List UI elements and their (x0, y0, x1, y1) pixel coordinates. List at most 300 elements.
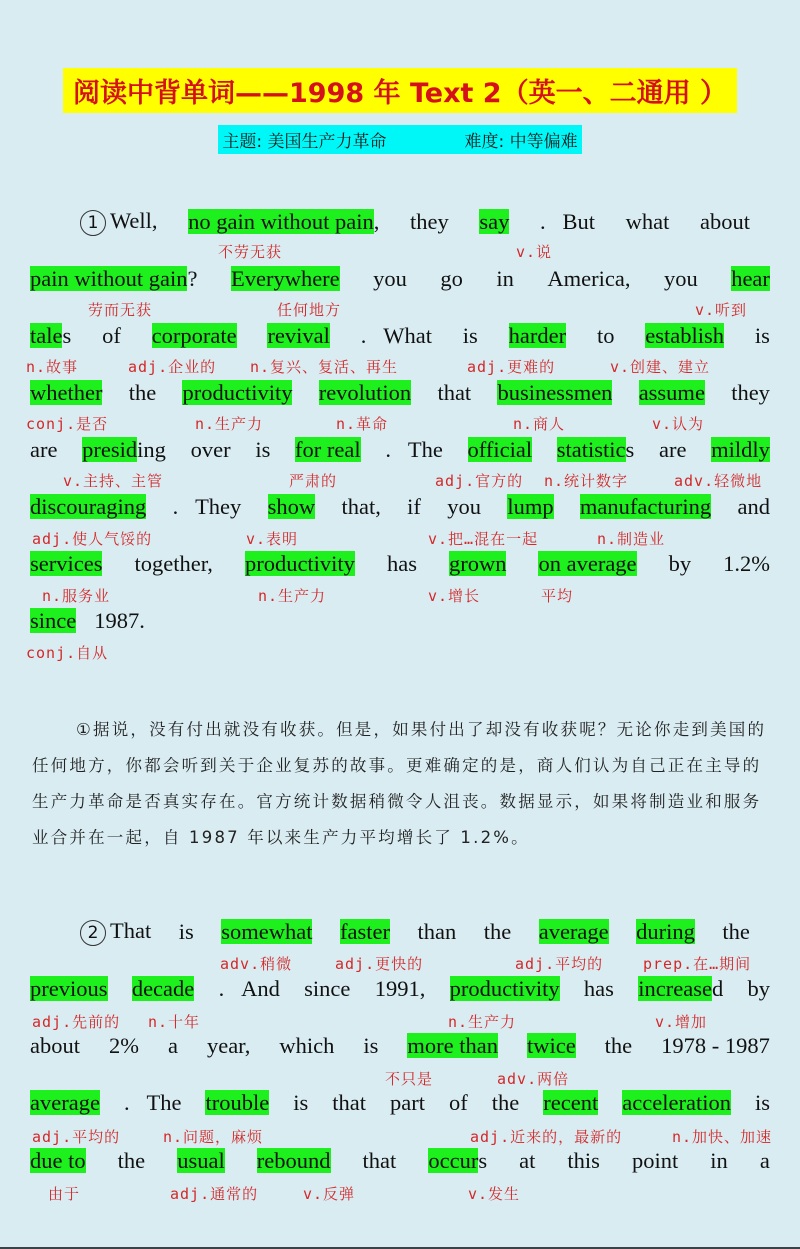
vocab-annotation: n.故事 (26, 358, 79, 376)
word (221, 919, 312, 945)
word (527, 1033, 576, 1059)
word (584, 976, 614, 1002)
circled-number-icon: 1 (80, 210, 106, 236)
difficulty-label: 难度: 中等偏难 (464, 132, 578, 152)
vocab-annotation: adv.两倍 (497, 1070, 570, 1088)
vocab-annotation: v.创建、建立 (610, 358, 711, 376)
vocab-annotation: 任何地方 (277, 301, 342, 319)
word (168, 1033, 178, 1059)
vocab-annotation: n.问题，麻烦 (163, 1128, 264, 1146)
word (245, 551, 355, 577)
word (748, 976, 771, 1002)
vocab-annotation: adj.官方的 (435, 472, 524, 490)
plain-text: ing (137, 437, 166, 462)
vocab-annotation: n.商人 (513, 415, 566, 433)
word (361, 323, 432, 349)
word (447, 494, 481, 520)
topic-label: 主题: 美国生产力革命 (222, 132, 387, 152)
word (304, 976, 350, 1002)
plain-text: to (596, 323, 615, 348)
text-line (30, 606, 770, 636)
plain-text: go (440, 266, 463, 291)
plain-text: the (491, 1090, 520, 1115)
plain-text: are (30, 437, 58, 462)
highlighted-vocab: productivity (449, 976, 560, 1001)
word (177, 1148, 225, 1174)
word (129, 380, 157, 406)
highlighted-vocab: recent (543, 1090, 599, 1115)
text-line (30, 378, 770, 408)
word (639, 380, 705, 406)
word (711, 437, 770, 463)
plain-text: has (386, 551, 417, 576)
word (540, 209, 595, 235)
vocab-annotation: v.主持、主管 (63, 472, 164, 490)
word (664, 266, 698, 292)
word (737, 494, 770, 520)
vocab-annotation: v.增长 (428, 587, 481, 605)
highlighted-vocab: tale (30, 323, 63, 348)
word (30, 494, 146, 520)
highlighted-vocab: decade (131, 976, 195, 1001)
plain-text: ? (187, 266, 198, 291)
word (179, 919, 194, 945)
word (449, 551, 507, 577)
plain-text: . And (218, 976, 280, 1001)
plain-text: by (747, 976, 770, 1001)
plain-text: is (293, 1090, 309, 1115)
plain-text: part (390, 1090, 425, 1115)
vocab-annotation: adj.更难的 (467, 358, 556, 376)
plain-text: 1987. (94, 608, 145, 633)
vocab-annotation: adj.平均的 (515, 955, 604, 973)
word (417, 919, 456, 945)
highlighted-vocab: acceleration (622, 1090, 731, 1115)
word (407, 494, 421, 520)
word (94, 608, 145, 634)
highlighted-vocab: revival (267, 323, 330, 348)
word (109, 1033, 139, 1059)
word (207, 1033, 250, 1059)
word (669, 551, 692, 577)
text-line (30, 321, 770, 351)
text-line (80, 207, 750, 237)
vocab-annotation: 由于 (48, 1185, 81, 1203)
text-line (30, 549, 770, 579)
plain-text: has (583, 976, 614, 1001)
vocab-annotation: n.制造业 (597, 530, 666, 548)
word (636, 919, 695, 945)
plain-text: is (462, 323, 478, 348)
word (700, 209, 750, 235)
highlighted-vocab: mildly (711, 437, 770, 462)
vocab-annotation: prep.在…期间 (643, 955, 752, 973)
plain-text: about (699, 209, 750, 234)
word (519, 1148, 535, 1174)
highlighted-vocab: harder (508, 323, 567, 348)
highlighted-vocab: establish (645, 323, 725, 348)
highlighted-vocab: average (538, 919, 609, 944)
vocab-annotation: adj.先前的 (32, 1013, 121, 1031)
plain-text: you (447, 494, 481, 519)
plain-text: , (373, 209, 380, 234)
word (30, 1033, 80, 1059)
vocab-annotation: v.听到 (695, 301, 748, 319)
highlighted-vocab: discouraging (30, 494, 147, 519)
highlighted-vocab: occur (428, 1148, 479, 1173)
vocab-annotation: n.复兴、复活、再生 (250, 358, 399, 376)
word (557, 437, 635, 463)
word (496, 266, 514, 292)
highlighted-vocab: official (467, 437, 533, 462)
plain-text: the (483, 919, 512, 944)
text-line (30, 492, 770, 522)
word (373, 266, 407, 292)
plain-text: . But (539, 209, 595, 234)
vocab-annotation: adj.企业的 (128, 358, 217, 376)
vocab-annotation: conj.是否 (26, 415, 109, 433)
vocab-annotation: n.加快、加速 (672, 1128, 773, 1146)
vocab-annotation: adj.平均的 (32, 1128, 121, 1146)
word (484, 919, 512, 945)
plain-text: this (567, 1148, 600, 1173)
plain-text: than (417, 919, 457, 944)
vocab-annotation: adj.更快的 (335, 955, 424, 973)
vocab-annotation: v.说 (516, 243, 553, 261)
word (267, 323, 329, 349)
vocab-annotation: 严肃的 (289, 472, 338, 490)
plain-text: s (478, 1148, 488, 1173)
word (659, 437, 686, 463)
highlighted-vocab: no gain without pain (188, 209, 374, 234)
circled-number-icon: 2 (80, 920, 106, 946)
plain-text: d (711, 976, 724, 1001)
word (626, 209, 670, 235)
word (428, 1148, 487, 1174)
plain-text: s (625, 437, 635, 462)
word (30, 266, 197, 292)
highlighted-vocab: revolution (318, 380, 412, 405)
word (30, 323, 71, 349)
plain-text: the (128, 380, 157, 405)
word (410, 209, 449, 235)
word (332, 1090, 366, 1116)
plain-text: of (102, 323, 121, 348)
highlighted-vocab: assume (638, 380, 705, 405)
plain-text: is (363, 1033, 379, 1058)
word (82, 437, 166, 463)
plain-text: they (410, 209, 449, 234)
word (479, 209, 509, 235)
word (30, 976, 108, 1002)
plain-text: that, (341, 494, 381, 519)
word (219, 976, 280, 1002)
highlighted-vocab: on average (538, 551, 637, 576)
plain-text: at (519, 1148, 536, 1173)
word (755, 1090, 770, 1116)
plain-text: . The (385, 437, 443, 462)
meta-banner (218, 125, 581, 154)
vocab-annotation: adv.轻微地 (674, 472, 763, 490)
word (319, 380, 411, 406)
translation-text: ①据说，没有付出就没有收获。但是，如果付出了却没有收获呢？无论你走到美国的任何地方，你都会听到关于企业复苏的故事。更难确定的是，商人们认为自己正在主导的生产力革命是否真实存在。官方统计数据稍微令人沮丧。数据显示，如果将制造业和服务业合并在一起，自 1987 年以来生产力平均增长了 1.2%。 (32, 720, 767, 847)
text-line (30, 974, 770, 1004)
vocab-annotation: n.统计数字 (544, 472, 629, 490)
word (390, 1090, 425, 1116)
vocab-annotation: n.革命 (336, 415, 389, 433)
plain-text: That (110, 918, 152, 944)
text-line (30, 264, 770, 294)
word (279, 1033, 334, 1059)
plain-text: if (407, 494, 421, 519)
plain-text: is (178, 919, 194, 944)
plain-text: in (496, 266, 514, 291)
word (760, 1148, 770, 1174)
plain-text: which (279, 1033, 335, 1058)
plain-text: s (62, 323, 72, 348)
word (661, 1033, 770, 1059)
highlighted-vocab: since (30, 608, 77, 633)
plain-text: a (759, 1148, 770, 1173)
word (30, 437, 57, 463)
plain-text: a (167, 1033, 178, 1058)
plain-text: 2% (108, 1033, 139, 1058)
plain-text: 1991, (374, 976, 426, 1001)
plain-text: you (663, 266, 698, 291)
word (468, 437, 533, 463)
plain-text: 1.2% (723, 551, 770, 576)
plain-text: . They (172, 494, 242, 519)
vocab-annotation: adv.稍微 (220, 955, 293, 973)
word (173, 494, 242, 520)
highlighted-vocab: grown (448, 551, 507, 576)
word (538, 551, 636, 577)
plain-text: over (190, 437, 231, 462)
word (645, 323, 724, 349)
word (543, 1090, 598, 1116)
text-line (80, 917, 750, 947)
highlighted-vocab: somewhat (221, 919, 313, 944)
plain-text: year, (206, 1033, 251, 1058)
word (597, 323, 615, 349)
vocab-annotation: 不劳无获 (218, 243, 283, 261)
plain-text: what (625, 209, 670, 234)
word (407, 1033, 498, 1059)
vocab-annotation: conj.自从 (26, 644, 109, 662)
plain-text: since (304, 976, 351, 1001)
word (622, 1090, 731, 1116)
word (632, 1148, 678, 1174)
word (507, 494, 553, 520)
plain-text: of (449, 1090, 468, 1115)
word (255, 437, 270, 463)
plain-text: America, (547, 266, 631, 291)
word (340, 919, 390, 945)
highlighted-vocab: presid (82, 437, 138, 462)
plain-text: by (668, 551, 692, 576)
plain-text: the (604, 1033, 633, 1058)
highlighted-vocab: rebound (256, 1148, 331, 1173)
vocab-annotation: 平均 (541, 587, 574, 605)
plain-text: that (362, 1148, 397, 1173)
word (440, 266, 463, 292)
paragraph-number (80, 918, 151, 946)
word (30, 1090, 100, 1116)
highlighted-vocab: statistic (556, 437, 626, 462)
highlighted-vocab: say (479, 209, 510, 234)
highlighted-vocab: services (30, 551, 103, 576)
plain-text: together, (134, 551, 213, 576)
word (722, 919, 750, 945)
vocab-annotation: 劳而无获 (88, 301, 153, 319)
word (134, 551, 212, 577)
plain-text: in (710, 1148, 728, 1173)
title-container (0, 68, 800, 113)
word (638, 976, 723, 1002)
plain-text: about (30, 1033, 80, 1058)
word (295, 437, 361, 463)
word (268, 494, 316, 520)
word (509, 323, 566, 349)
word (124, 1090, 181, 1116)
word (580, 494, 711, 520)
plain-text: Well, (110, 208, 158, 234)
word (30, 551, 102, 577)
paragraph-number (80, 208, 158, 236)
word (539, 919, 609, 945)
word (102, 323, 121, 349)
highlighted-vocab: faster (339, 919, 390, 944)
text-line (30, 1088, 770, 1118)
word (723, 551, 770, 577)
word (710, 1148, 728, 1174)
vocab-annotation: v.增加 (655, 1013, 708, 1031)
highlighted-vocab: lump (507, 494, 554, 519)
highlighted-vocab: usual (177, 1148, 225, 1173)
vocab-annotation: v.反弹 (303, 1185, 356, 1203)
word (257, 1148, 331, 1174)
word (375, 976, 426, 1002)
highlighted-vocab: corporate (151, 323, 237, 348)
plain-text: they (731, 380, 770, 405)
word (547, 266, 630, 292)
vocab-annotation: v.把…混在一起 (428, 530, 539, 548)
word (231, 266, 340, 292)
word (341, 494, 380, 520)
word (755, 323, 770, 349)
plain-text: that (332, 1090, 366, 1115)
highlighted-vocab: hear (731, 266, 770, 291)
vocab-annotation: n.生产力 (258, 587, 327, 605)
highlighted-vocab: previous (30, 976, 108, 1001)
word (118, 1148, 146, 1174)
vocab-annotation: n.十年 (148, 1013, 201, 1031)
highlighted-vocab: due to (30, 1148, 86, 1173)
word (191, 437, 231, 463)
highlighted-vocab: businessmen (497, 380, 613, 405)
highlighted-vocab: pain without gain (30, 266, 188, 291)
word (152, 323, 237, 349)
vocab-annotation: n.服务业 (42, 587, 111, 605)
word (363, 1148, 397, 1174)
highlighted-vocab: manufacturing (579, 494, 712, 519)
word (132, 976, 194, 1002)
word (363, 1033, 378, 1059)
plain-text: . The (123, 1090, 182, 1115)
word (731, 380, 770, 406)
word (182, 380, 292, 406)
highlighted-vocab: average (30, 1090, 100, 1115)
vocab-annotation: v.发生 (468, 1185, 521, 1203)
highlighted-vocab: during (636, 919, 695, 944)
highlighted-vocab: show (267, 494, 316, 519)
vocab-annotation: adj.近来的，最新的 (470, 1128, 623, 1146)
word (605, 1033, 633, 1059)
word (188, 209, 379, 235)
plain-text: is (754, 1090, 770, 1115)
word (387, 551, 417, 577)
plain-text: 1978 - 1987 (661, 1033, 770, 1058)
word (293, 1090, 308, 1116)
word (731, 266, 770, 292)
highlighted-vocab: more than (407, 1033, 498, 1058)
word (30, 380, 102, 406)
highlighted-vocab: Everywhere (230, 266, 340, 291)
highlighted-vocab: whether (30, 380, 103, 405)
translation-1 (32, 712, 768, 856)
plain-text: the (722, 919, 750, 944)
word (497, 380, 612, 406)
highlighted-vocab: productivity (182, 380, 293, 405)
highlighted-vocab: twice (526, 1033, 576, 1058)
plain-text: is (754, 323, 770, 348)
word (450, 976, 560, 1002)
plain-text: you (373, 266, 407, 291)
word (30, 608, 76, 634)
vocab-annotation: n.生产力 (448, 1013, 517, 1031)
vocab-annotation: adj.通常的 (170, 1185, 259, 1203)
highlighted-vocab: increase (638, 976, 712, 1001)
vocab-annotation: v.认为 (652, 415, 705, 433)
word (567, 1148, 600, 1174)
vocab-annotation: v.表明 (246, 530, 299, 548)
word (205, 1090, 269, 1116)
word (30, 1148, 86, 1174)
word (449, 1090, 468, 1116)
plain-text: are (659, 437, 687, 462)
vocab-annotation: 不只是 (385, 1070, 434, 1088)
plain-text: the (117, 1148, 146, 1173)
highlighted-vocab: for real (295, 437, 361, 462)
page-title: 阅读中背单词——1998 年 Text 2（英一、二通用 ） (63, 68, 737, 113)
text-line (30, 435, 770, 465)
highlighted-vocab: trouble (205, 1090, 270, 1115)
word (437, 380, 471, 406)
vocab-annotation: adj.使人气馁的 (32, 530, 153, 548)
text-line (30, 1031, 770, 1061)
plain-text: . What (360, 323, 432, 348)
highlighted-vocab: productivity (244, 551, 355, 576)
word (492, 1090, 520, 1116)
plain-text: and (737, 494, 770, 519)
word (385, 437, 442, 463)
plain-text: that (437, 380, 472, 405)
plain-text: is (255, 437, 271, 462)
text-line (30, 1146, 770, 1176)
meta-container (0, 125, 800, 154)
vocab-annotation: n.生产力 (195, 415, 264, 433)
plain-text: point (631, 1148, 679, 1173)
